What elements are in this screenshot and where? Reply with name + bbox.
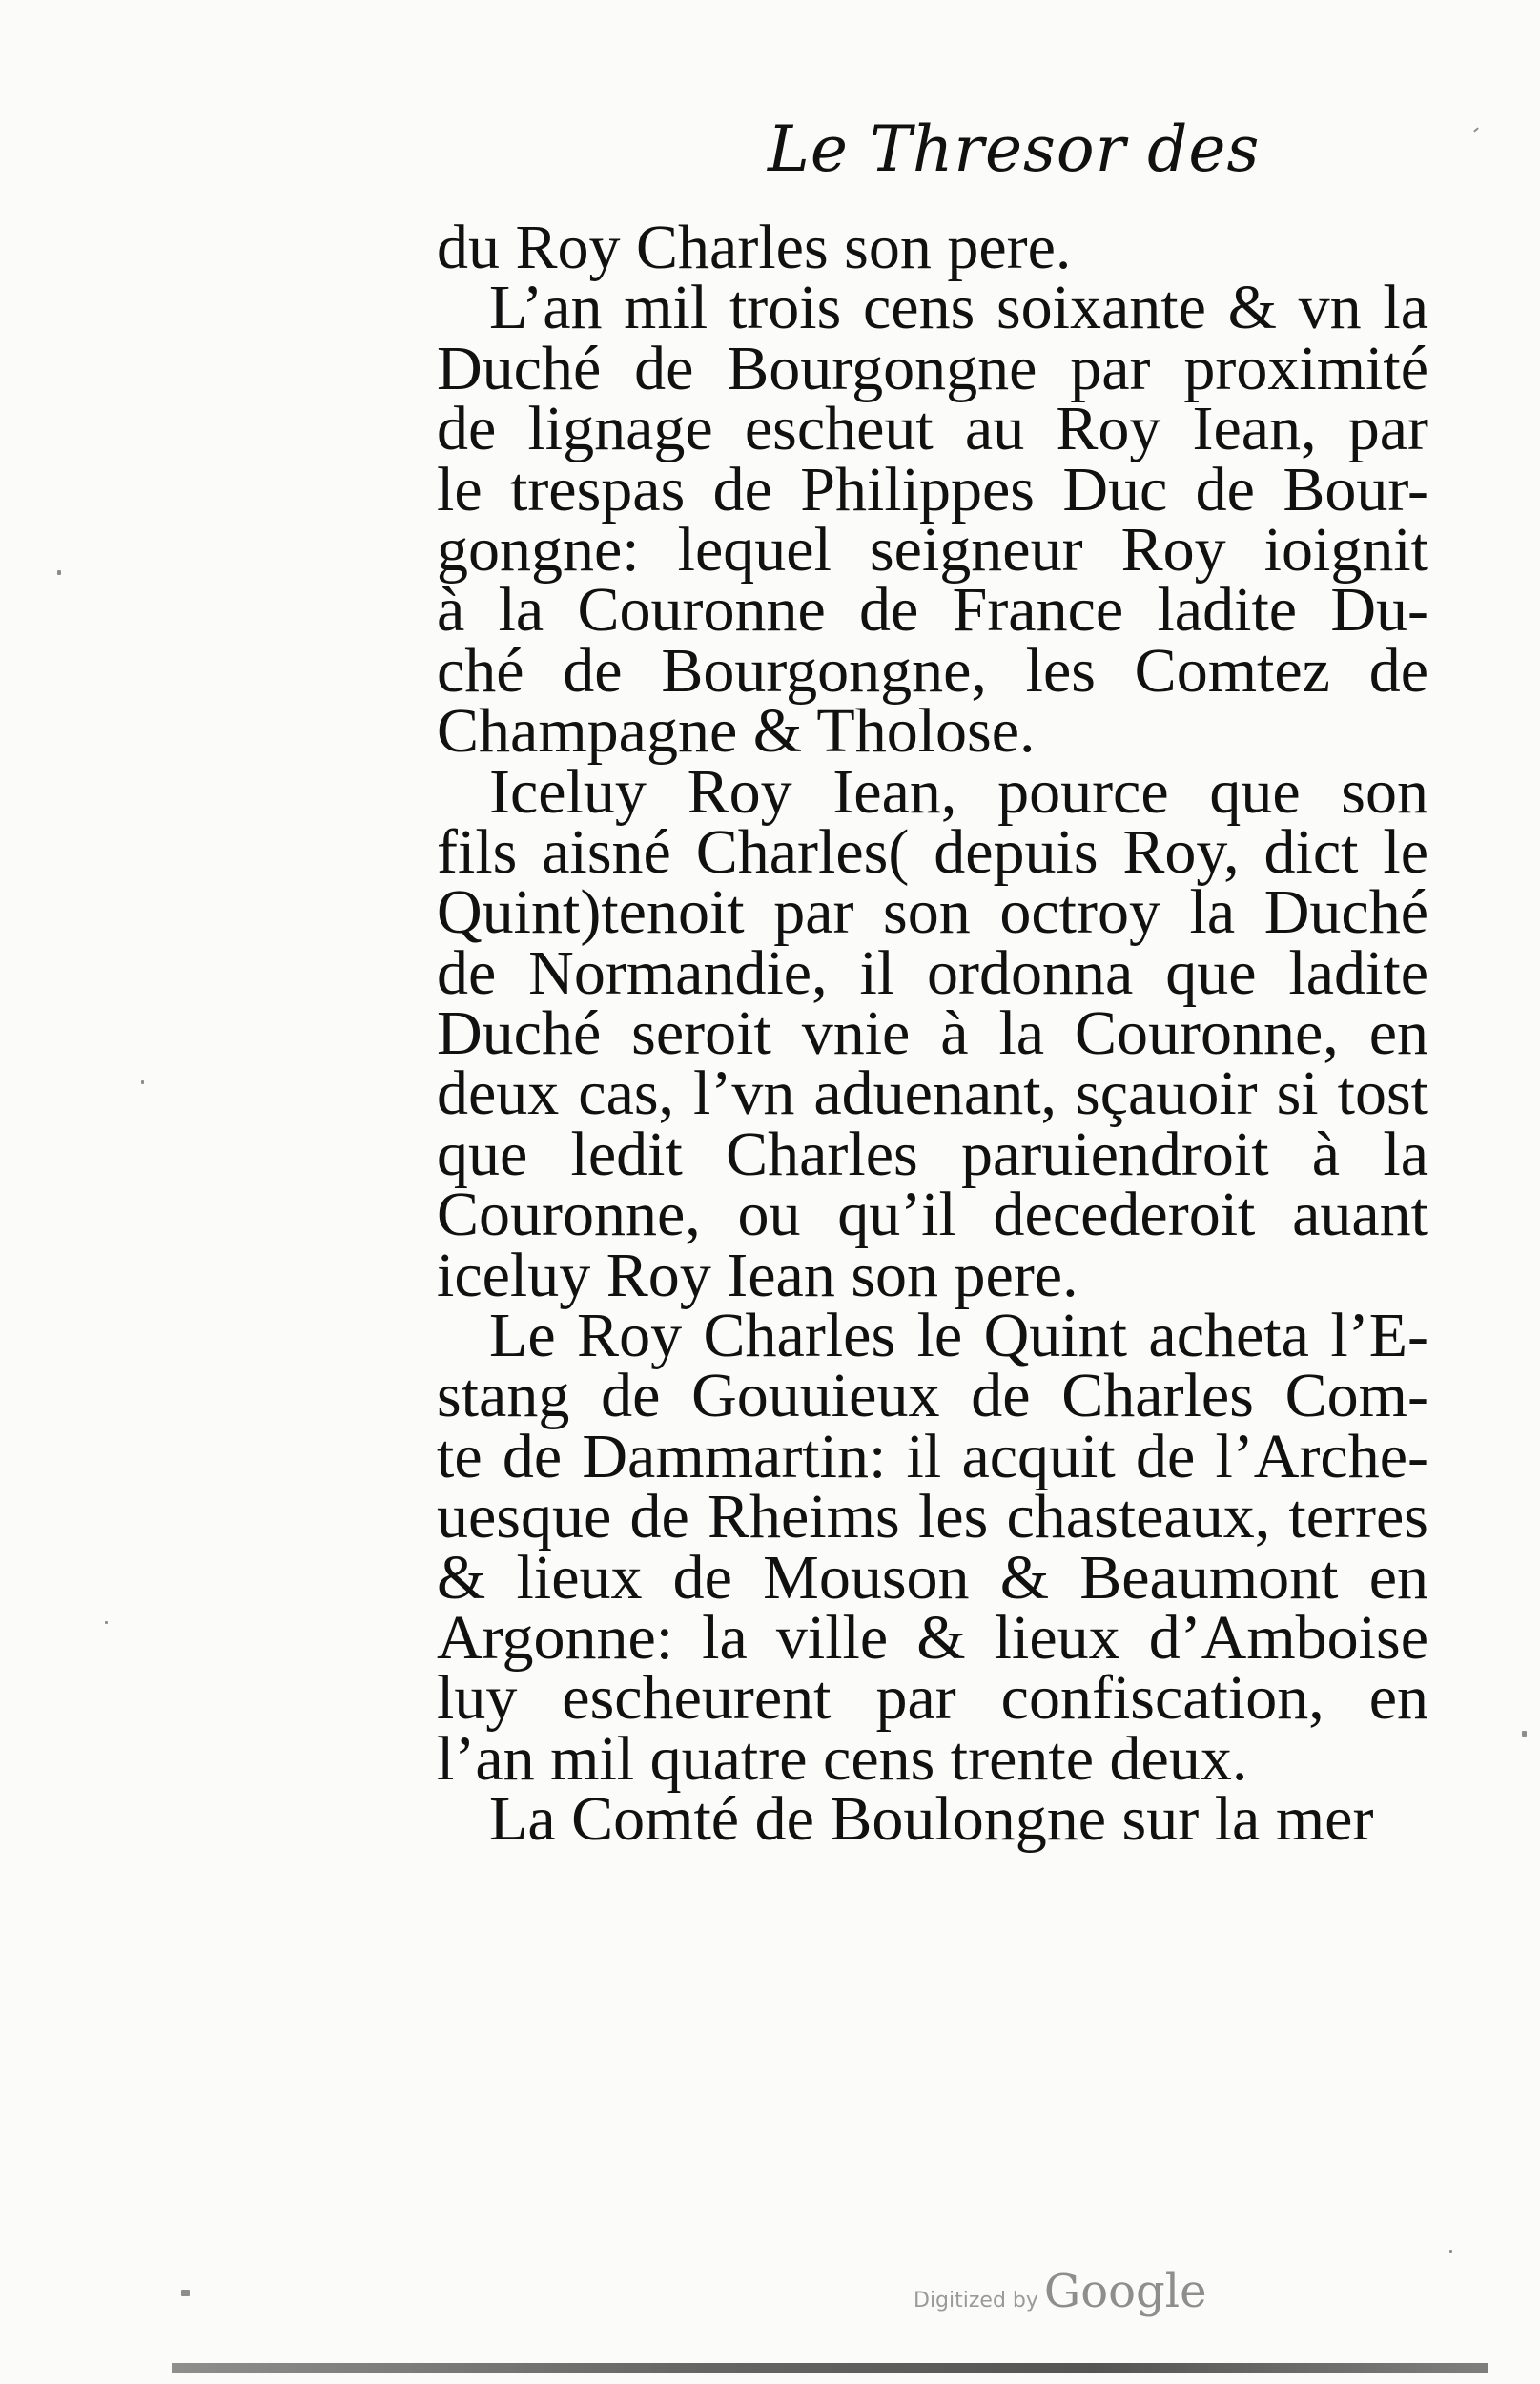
text-line: le trespas de Philippes Duc de Bour- [437, 454, 1428, 524]
text-line: L’an mil trois cens soixante & vn la [489, 273, 1428, 343]
text-line: de Normandie, il ordonna que ladite [437, 937, 1428, 1008]
text-line: Quint)tenoit par son octroy la Duché [437, 877, 1428, 948]
text-line: deux cas, l’vn aduenant, sçauoir si tost [437, 1058, 1428, 1129]
text-line: uesque de Rheims les chasteaux, terres [437, 1482, 1428, 1552]
text-line: iceluy Roy Iean son pere. [437, 1240, 1078, 1310]
google-logo: Google [1043, 2265, 1207, 2318]
text-line: La Comté de Boulongne sur la mer [489, 1784, 1374, 1855]
page-bottom-edge [172, 2363, 1488, 2373]
text-line: gongne: lequel seigneur Roy ioignit [437, 514, 1428, 585]
text-line: l’an mil quatre cens trente deux. [437, 1723, 1248, 1794]
running-head: Le Thresor des [768, 113, 1261, 186]
digitization-watermark [914, 2265, 1207, 2318]
text-line: du Roy Charles son pere. [437, 213, 1072, 282]
text-line: de lignage escheut au Roy Iean, par [437, 394, 1428, 464]
body-text [437, 213, 1428, 1855]
text-line: Duché de Bourgongne par proximité [437, 333, 1428, 403]
text-line: Couronne, ou qu’il decederoit auant [437, 1180, 1428, 1250]
text-line: te de Dammartin: il acquit de l’Arche- [437, 1421, 1428, 1491]
text-line: Le Roy Charles le Quint acheta l’E- [489, 1301, 1428, 1371]
text-line: que ledit Charles paruiendroit à la [437, 1119, 1428, 1189]
text-line: & lieux de Mouson & Beaumont en [437, 1542, 1428, 1613]
text-line: Duché seroit vnie à la Couronne, en [437, 998, 1428, 1069]
text-line: luy escheurent par confiscation, en [437, 1663, 1428, 1734]
text-line: Iceluy Roy Iean, pource que son [489, 756, 1428, 827]
digitized-by-label: Digitized by [914, 2289, 1038, 2312]
text-line: stang de Gouuieux de Charles Com- [437, 1361, 1428, 1431]
text-line: fils aisné Charles( depuis Roy, dict le [437, 816, 1428, 887]
text-line: Champagne & Tholose. [437, 696, 1036, 767]
text-line: ché de Bourgongne, les Comtez de [437, 635, 1428, 706]
text-line: Argonne: la ville & lieux d’Amboise [437, 1602, 1428, 1673]
text-line: à la Couronne de France ladite Du- [437, 575, 1428, 646]
